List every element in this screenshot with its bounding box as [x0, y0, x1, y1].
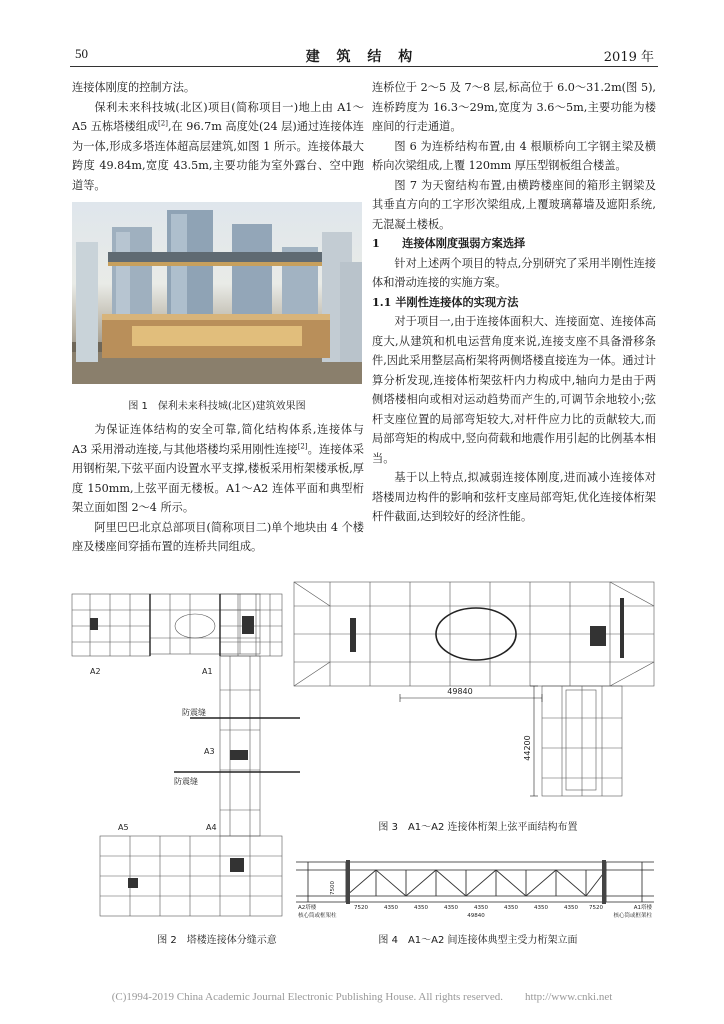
paragraph: 基于以上特点,拟减弱连接体刚度,进而减小连接体对塔楼周边构件的影响和弦杆支座局部弯矩,优化连接体桁架杆件截面,达到较好的经济性能。 — [372, 471, 656, 523]
bay-dim: 7520 — [589, 905, 603, 911]
dimension-horizontal: 49840 — [447, 687, 473, 696]
bay-dim: 7520 — [354, 905, 368, 911]
bay-dim: 4350 — [414, 905, 428, 911]
label-a1: A1 — [202, 667, 213, 676]
bay-dim: 4350 — [384, 905, 398, 911]
left-column — [72, 78, 364, 195]
bay-dim: 4350 — [504, 905, 518, 911]
figure-3-truss-plan — [290, 578, 658, 810]
paragraph: 保利未来科技城(北区)项目(简称项目一)地上由 A1～A5 五栋塔楼组成[2],在 96.7m 高度处(24 层)通过连接体连为一体,形成多塔连体超高层建筑,如图 1 所示。连接体最大跨度 49.84m,宽度 43.5m,主要功能为室外露台、空中跑道等。 — [72, 100, 364, 192]
paragraph: 连桥位于 2～5 及 7～8 层,标高位于 6.0～31.2m(图 5),连桥跨度为 16.3～29m,宽度为 3.6～5m,主要功能为楼座间的行走通道。 — [372, 81, 656, 133]
figure-4-truss-elevation — [296, 858, 654, 920]
label-a3: A3 — [204, 747, 215, 756]
dimension-vertical: 44200 — [523, 735, 532, 761]
bay-dim: 4350 — [444, 905, 458, 911]
paragraph: 连接体刚度的控制方法。 — [72, 81, 196, 94]
journal-year: 2019 年 — [603, 50, 654, 65]
paragraph: 阿里巴巴北京总部项目(简称项目二)单个地块由 4 个楼座及楼座间穿插布置的连桥共同组成。 — [72, 520, 364, 553]
figure-1-caption: 图 1 保利未来科技城(北区)建筑效果图 — [128, 401, 306, 412]
total-span-dim: 49840 — [467, 913, 485, 919]
right-core-label: 核心筒或框架柱 — [613, 913, 652, 919]
bay-dim: 4350 — [474, 905, 488, 911]
copyright-footer: (C)1994-2019 China Academic Journal Electronic Publishing House. All rights reserved. http://www.cnki.net — [111, 991, 613, 1003]
building-rendering-image — [72, 202, 362, 384]
journal-title: 建 筑 结 构 — [305, 49, 419, 65]
paragraph: 针对上述两个项目的特点,分别研究了采用半刚性连接体和滑动连接的实施方案。 — [372, 256, 656, 289]
label-a5: A5 — [118, 823, 129, 832]
bay-dim: 4350 — [564, 905, 578, 911]
left-core-label: 核心筒或框架柱 — [298, 913, 337, 919]
label-joint-1: 防震缝 — [182, 708, 206, 717]
truss-height-dim: 7500 — [330, 881, 336, 895]
left-tower-label: A2塔楼 — [298, 905, 317, 911]
bay-dim: 4350 — [534, 905, 548, 911]
label-joint-2: 防震缝 — [174, 777, 198, 786]
paragraph: 对于项目一,由于连接体面积大、连接面宽、连接体高度大,从建筑和机电运营角度来说,连接支座不具备滑移条件,因此采用整层高桁架将两侧塔楼直接连为一体。通过计算分析发现,连接体桁架弦杆内力构成中,轴向力是由于两侧塔楼相向或相对运动趋势而产生的,可调节余地较小;弦杆支座位置的局部弯矩较大,对杆件应力比的贡献较大,而局部弯矩的构成中,竖向荷载和地震作用引起的比例基本相当。 — [372, 315, 656, 465]
left-column-lower — [72, 420, 364, 557]
section-heading: 1 连接体刚度强弱方案选择 — [372, 236, 526, 250]
label-a2: A2 — [90, 667, 101, 676]
figure-2-caption: 图 2 塔楼连接体分缝示意 — [157, 935, 277, 946]
label-a4: A4 — [206, 823, 217, 832]
paragraph: 图 7 为天窗结构布置,由横跨楼座间的箱形主钢梁及其垂直方向的工字形次梁组成,上覆玻璃幕墙及遮阳系统,无混凝土楼板。 — [372, 178, 656, 231]
figure-4-caption: 图 4 A1～A2 间连接体典型主受力桁架立面 — [378, 935, 578, 946]
figure-3-caption: 图 3 A1～A2 连接体桁架上弦平面结构布置 — [378, 822, 578, 833]
paragraph: 图 6 为连桥结构布置,由 4 根顺桥向工字钢主梁及横桥向次梁组成,上覆 120mm 厚压型钢板组合楼盖。 — [372, 139, 656, 172]
citation[interactable]: [2] — [297, 441, 308, 450]
right-tower-label: A1塔楼 — [633, 905, 652, 911]
right-column — [372, 78, 656, 527]
page-number: 50 — [75, 46, 88, 61]
subsection-heading: 1.1 半刚性连接体的实现方法 — [372, 294, 519, 309]
citation[interactable]: [2] — [158, 119, 168, 128]
header-rule — [70, 66, 658, 67]
paragraph: 为保证连体结构的安全可靠,简化结构体系,连接体与 A3 采用滑动连接,与其他塔楼均采用刚性连接[2]。连接体采用钢桁架,下弦平面内设置水平支撑,楼板采用桁架楼承板,厚度 150mm,上弦平面无楼板。A1～A2 连体平面和典型桁架立面如图 2～4 所示。 — [72, 423, 364, 514]
